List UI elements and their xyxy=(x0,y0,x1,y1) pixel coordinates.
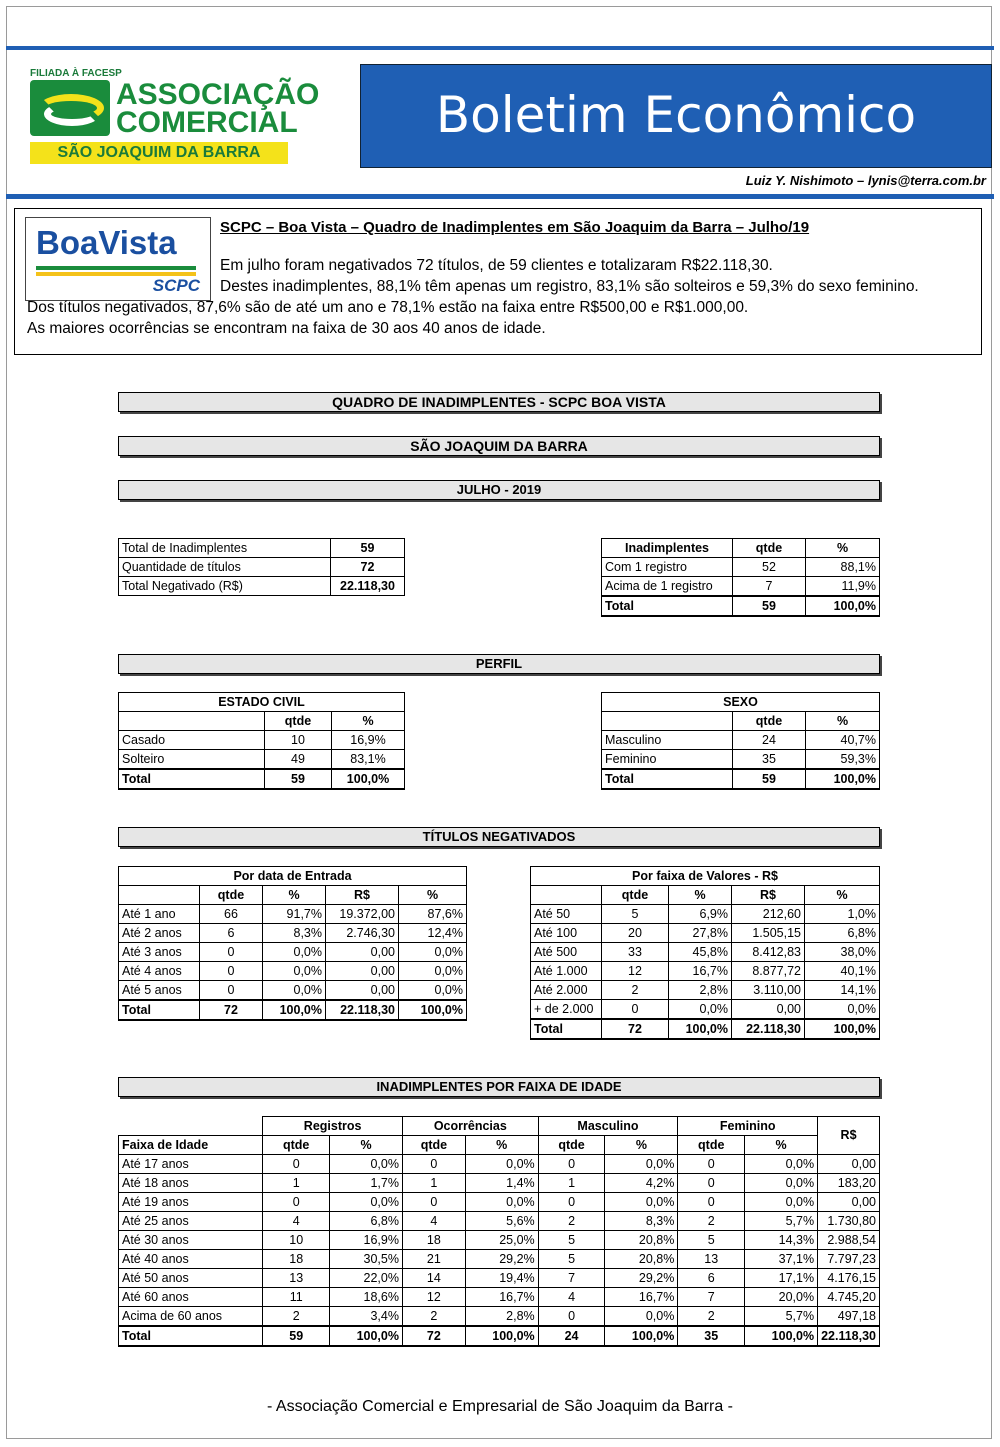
cell: 0 xyxy=(678,1193,745,1212)
cell: 5 xyxy=(678,1231,745,1250)
cell: 4 xyxy=(538,1288,605,1307)
cell: 0,0% xyxy=(605,1193,678,1212)
table-row: Solteiro 49 83,1% xyxy=(119,750,405,770)
table-total-row: Total 72 100,0% 22.118,30 100,0% xyxy=(531,1019,880,1039)
summary-value: 72 xyxy=(331,558,405,577)
author: Luiz Y. Nishimoto – lynis@terra.com.br xyxy=(745,173,986,188)
row-label: Até 40 anos xyxy=(119,1250,263,1269)
cell: 0 xyxy=(263,1193,330,1212)
summary-label: Total Negativado (R$) xyxy=(119,577,331,596)
cell: 0 xyxy=(538,1193,605,1212)
table-row: Até 4 anos 0 0,0% 0,00 0,0% xyxy=(119,962,467,981)
table-total-row xyxy=(119,1326,880,1346)
summary-value: 22.118,30 xyxy=(331,577,405,596)
cell: 1,7% xyxy=(330,1174,403,1193)
table-row: + de 2.000 0 0,0% 0,00 0,0% xyxy=(531,1000,880,1020)
cell: 4 xyxy=(402,1212,465,1231)
cell: 22.118,30 xyxy=(818,1326,880,1346)
cell: 59 xyxy=(263,1326,330,1346)
cell: 14 xyxy=(402,1269,465,1288)
cell: 7.797,23 xyxy=(818,1250,880,1269)
cell: 5,7% xyxy=(745,1307,818,1327)
intro-heading: SCPC – Boa Vista – Quadro de Inadimplentes em São Joaquim da Barra – Julho/19 xyxy=(220,219,810,236)
cell: 4.745,20 xyxy=(818,1288,880,1307)
idade-table: Registros Ocorrências Masculino Feminino R$ Faixa de Idade qtde % qtde % qtde % qtde % Até 17 anos 0 0,0% 0 0,0% 0 0,0% 0 0,0% 0,00 Até 18 anos 1 1,7% 1 1,4% 1 4,2% 0 0,0% 183,20 Até 19 anos 0 0,0% 0 0,0% 0 0,0% 0 0,0% 0,00 Até 25 anos 4 6,8% 4 5,6% 2 8,3% 2 5,7% 1.730,80 Até 30 anos 10 16,9% 18 25,0% 5 20,8% 5 14,3% 2.988,54 Até 40 anos 18 30,5% 21 29,2% 5 20,8% 13 37,1% 7.797,23 Até 50 anos 13 22,0% 14 19,4% 7 29,2% 6 17,1% 4.176,15 Até 60 anos 11 18,6% 12 16,7% 4 16,7% 7 20,0% 4.745,20 Acima de 60 anos 2 3,4% 2 2,8% 0 0,0% 2 5,7% 497,18 Total 59 100,0% 72 100,0% 24 100,0% 35 100,0% 22.118,30 xyxy=(118,1116,880,1347)
group-header: Feminino xyxy=(678,1117,818,1136)
cell: 100,0% xyxy=(330,1326,403,1346)
cell: 11 xyxy=(263,1288,330,1307)
faixa-valores-table: Por faixa de Valores - R$ qtde % R$ % Até 50 5 6,9% 212,60 1,0% Até 100 20 27,8% 1.505,15 6,8% Até 500 33 45,8% 8.412,83 38,0% Até 1.000 12 16,7% 8.877,72 40,1% Até 2.000 2 2,8% 3.110,00 14,1% + de 2.000 0 0,0% 0,00 0,0% Total 72 100,0% 22.118,30 100,0% xyxy=(530,866,880,1040)
intro-box xyxy=(14,208,982,355)
table-row: Até 2 anos 6 8,3% 2.746,30 12,4% xyxy=(119,924,467,943)
cell: 20,0% xyxy=(745,1288,818,1307)
table-row: Acima de 1 registro 7 11,9% xyxy=(602,577,880,597)
cell: 18 xyxy=(402,1231,465,1250)
col-header: Inadimplentes xyxy=(602,539,733,558)
table-row xyxy=(119,1193,880,1212)
cell: 5,6% xyxy=(465,1212,538,1231)
cell: 6,8% xyxy=(330,1212,403,1231)
cell: 5 xyxy=(538,1250,605,1269)
cell: 13 xyxy=(678,1250,745,1269)
logo-line1: ASSOCIAÇÃO xyxy=(116,78,320,111)
cell: 1 xyxy=(402,1174,465,1193)
table-row: Até 50 5 6,9% 212,60 1,0% xyxy=(531,905,880,924)
cell: 4 xyxy=(263,1212,330,1231)
table-row xyxy=(119,1288,880,1307)
cell: 2 xyxy=(538,1212,605,1231)
cell: 10 xyxy=(263,1231,330,1250)
table-total-row: Total 59 100,0% xyxy=(119,769,405,789)
table-row xyxy=(119,1307,880,1327)
cell: 1 xyxy=(538,1174,605,1193)
cell: 1 xyxy=(263,1174,330,1193)
bar-periodo: JULHO - 2019 xyxy=(118,480,880,500)
table-row xyxy=(119,1155,880,1174)
table-row xyxy=(119,1269,880,1288)
cell: 0 xyxy=(538,1307,605,1327)
cell: 0,0% xyxy=(330,1155,403,1174)
cell: 0 xyxy=(678,1174,745,1193)
cell: 0,0% xyxy=(465,1193,538,1212)
row-label: Até 50 anos xyxy=(119,1269,263,1288)
cell: 2.988,54 xyxy=(818,1231,880,1250)
row-label: Até 25 anos xyxy=(119,1212,263,1231)
cell: 29,2% xyxy=(465,1250,538,1269)
row-label: Acima de 60 anos xyxy=(119,1307,263,1327)
row-label: Até 17 anos xyxy=(119,1155,263,1174)
row-label: Até 60 anos xyxy=(119,1288,263,1307)
table-total-row: Total 72 100,0% 22.118,30 100,0% xyxy=(119,1000,467,1020)
cell: 16,7% xyxy=(465,1288,538,1307)
cell: 5 xyxy=(538,1231,605,1250)
cell: 100,0% xyxy=(605,1326,678,1346)
table-row xyxy=(119,1231,880,1250)
cell: 100,0% xyxy=(465,1326,538,1346)
cell: 0 xyxy=(263,1155,330,1174)
header-rule xyxy=(6,194,994,199)
intro-p3: Dos títulos negativados, 87,6% são de até um ano e 78,1% estão na faixa entre R$500,00 e R$1.000,00. xyxy=(27,299,749,316)
cell: 2 xyxy=(263,1307,330,1327)
cell: 1.730,80 xyxy=(818,1212,880,1231)
cell: 0,00 xyxy=(818,1193,880,1212)
row-label: Até 19 anos xyxy=(119,1193,263,1212)
cell: 20,8% xyxy=(605,1250,678,1269)
intro-p2: Destes inadimplentes, 88,1% têm apenas um registro, 83,1% são solteiros e 59,3% do sexo feminino. xyxy=(220,278,919,295)
col-header: % xyxy=(806,539,880,558)
cell: 24 xyxy=(538,1326,605,1346)
table-row xyxy=(119,1212,880,1231)
cell: 72 xyxy=(402,1326,465,1346)
cell: 1,4% xyxy=(465,1174,538,1193)
cell: 6 xyxy=(678,1269,745,1288)
cell: 18,6% xyxy=(330,1288,403,1307)
logo-filiada: FILIADA À FACESP xyxy=(30,68,122,79)
cell: 12 xyxy=(402,1288,465,1307)
sexo-table: SEXO qtde % Masculino 24 40,7% Feminino 35 59,3% Total 59 100,0% xyxy=(601,692,880,790)
cell: 0,0% xyxy=(745,1155,818,1174)
summary-label: Quantidade de títulos xyxy=(119,558,331,577)
cell: 2 xyxy=(402,1307,465,1327)
cell: 5,7% xyxy=(745,1212,818,1231)
table-row xyxy=(119,1174,880,1193)
cell: 0 xyxy=(402,1193,465,1212)
cell: 3,4% xyxy=(330,1307,403,1327)
bar-titulos: TÍTULOS NEGATIVADOS xyxy=(118,827,880,847)
cell: 0,0% xyxy=(605,1155,678,1174)
table-total-row: Total 59 100,0% xyxy=(602,596,880,616)
table-row xyxy=(119,539,405,558)
table-row xyxy=(119,577,405,596)
cell: 0,0% xyxy=(330,1193,403,1212)
table-row: Até 1 ano 66 91,7% 19.372,00 87,6% xyxy=(119,905,467,924)
group-header: Registros xyxy=(263,1117,403,1136)
top-rule xyxy=(6,46,994,50)
summary-label: Total de Inadimplentes xyxy=(119,539,331,558)
estado-civil-title: ESTADO CIVIL xyxy=(119,693,405,712)
data-entrada-table: Por data de Entrada qtde % R$ % Até 1 ano 66 91,7% 19.372,00 87,6% Até 2 anos 6 8,3% 2.746,30 12,4% Até 3 anos 0 0,0% 0,00 0,0% Até 4 anos 0 0,0% 0,00 0,0% Até 5 anos 0 0,0% 0,00 0,0% Total 72 100,0% 22.118,30 100,0% xyxy=(118,866,467,1021)
cell: 2,8% xyxy=(465,1307,538,1327)
cell: 14,3% xyxy=(745,1231,818,1250)
col-header: qtde xyxy=(733,539,806,558)
sexo-title: SEXO xyxy=(602,693,880,712)
cell: 0,0% xyxy=(605,1307,678,1327)
rs-header: R$ xyxy=(818,1117,880,1155)
logo-sub: SÃO JOAQUIM DA BARRA xyxy=(30,142,288,164)
cell: 7 xyxy=(678,1288,745,1307)
cell: 37,1% xyxy=(745,1250,818,1269)
table-row: Feminino 35 59,3% xyxy=(602,750,880,770)
cell: 2 xyxy=(678,1212,745,1231)
cell: 0 xyxy=(538,1155,605,1174)
footer: - Associação Comercial e Empresarial de São Joaquim da Barra - xyxy=(267,1398,733,1415)
bar-idade: INADIMPLENTES POR FAIXA DE IDADE xyxy=(118,1077,880,1097)
row-label: Até 18 anos xyxy=(119,1174,263,1193)
cell: 30,5% xyxy=(330,1250,403,1269)
faixa-valores-title: Por faixa de Valores - R$ xyxy=(531,867,880,886)
boavista-logo-sub: SCPC xyxy=(152,276,200,295)
table-row: Até 100 20 27,8% 1.505,15 6,8% xyxy=(531,924,880,943)
summary-table xyxy=(118,538,405,596)
table-row: Até 2.000 2 2,8% 3.110,00 14,1% xyxy=(531,981,880,1000)
row-label: Até 30 anos xyxy=(119,1231,263,1250)
cell: 100,0% xyxy=(745,1326,818,1346)
cell: 22,0% xyxy=(330,1269,403,1288)
cell: 0,00 xyxy=(818,1155,880,1174)
table-total-row: Total 59 100,0% xyxy=(602,769,880,789)
cell: 7 xyxy=(538,1269,605,1288)
group-header: Ocorrências xyxy=(402,1117,538,1136)
row-label: Total xyxy=(119,1326,263,1346)
table-row: Até 3 anos 0 0,0% 0,00 0,0% xyxy=(119,943,467,962)
cell: 13 xyxy=(263,1269,330,1288)
intro-p4: As maiores ocorrências se encontram na faixa de 30 aos 40 anos de idade. xyxy=(27,320,546,337)
summary-value: 59 xyxy=(331,539,405,558)
cell: 183,20 xyxy=(818,1174,880,1193)
cell: 18 xyxy=(263,1250,330,1269)
data-entrada-title: Por data de Entrada xyxy=(119,867,467,886)
cell: 0 xyxy=(678,1155,745,1174)
table-row: Até 500 33 45,8% 8.412,83 38,0% xyxy=(531,943,880,962)
cell: 25,0% xyxy=(465,1231,538,1250)
cell: 2 xyxy=(678,1307,745,1327)
table-row: Casado 10 16,9% xyxy=(119,731,405,750)
cell: 4,2% xyxy=(605,1174,678,1193)
cell: 0 xyxy=(402,1155,465,1174)
cell: 16,9% xyxy=(330,1231,403,1250)
estado-civil-table: ESTADO CIVIL qtde % Casado 10 16,9% Solteiro 49 83,1% Total 59 100,0% xyxy=(118,692,405,790)
cell: 0,0% xyxy=(465,1155,538,1174)
table-row xyxy=(119,1250,880,1269)
cell: 4.176,15 xyxy=(818,1269,880,1288)
cell: 29,2% xyxy=(605,1269,678,1288)
table-row: Com 1 registro 52 88,1% xyxy=(602,558,880,577)
logo-line2: COMERCIAL xyxy=(116,106,298,139)
cell: 8,3% xyxy=(605,1212,678,1231)
boavista-logo-text: BoaVista xyxy=(36,224,177,261)
boavista-logo xyxy=(25,217,211,301)
bar-cidade: SÃO JOAQUIM DA BARRA xyxy=(118,436,880,456)
cell: 0,0% xyxy=(745,1193,818,1212)
cell: 497,18 xyxy=(818,1307,880,1327)
cell: 17,1% xyxy=(745,1269,818,1288)
bar-quadro: QUADRO DE INADIMPLENTES - SCPC BOA VISTA xyxy=(118,392,880,412)
bulletin-title: Boletim Econômico xyxy=(360,64,992,168)
cell: 20,8% xyxy=(605,1231,678,1250)
first-col-header: Faixa de Idade xyxy=(119,1136,263,1155)
association-logo xyxy=(30,68,320,168)
cell: 21 xyxy=(402,1250,465,1269)
inadimplentes-table xyxy=(601,538,880,617)
cell: 19,4% xyxy=(465,1269,538,1288)
group-header: Masculino xyxy=(538,1117,678,1136)
intro-p1: Em julho foram negativados 72 títulos, de 59 clientes e totalizaram R$22.118,30. xyxy=(220,257,773,274)
bar-perfil: PERFIL xyxy=(118,654,880,674)
logo-emblem-icon xyxy=(30,80,110,136)
table-header xyxy=(602,539,880,558)
table-row xyxy=(119,558,405,577)
cell: 16,7% xyxy=(605,1288,678,1307)
cell: 35 xyxy=(678,1326,745,1346)
cell: 0,0% xyxy=(745,1174,818,1193)
table-row: Até 1.000 12 16,7% 8.877,72 40,1% xyxy=(531,962,880,981)
table-row: Masculino 24 40,7% xyxy=(602,731,880,750)
table-row: Até 5 anos 0 0,0% 0,00 0,0% xyxy=(119,981,467,1001)
